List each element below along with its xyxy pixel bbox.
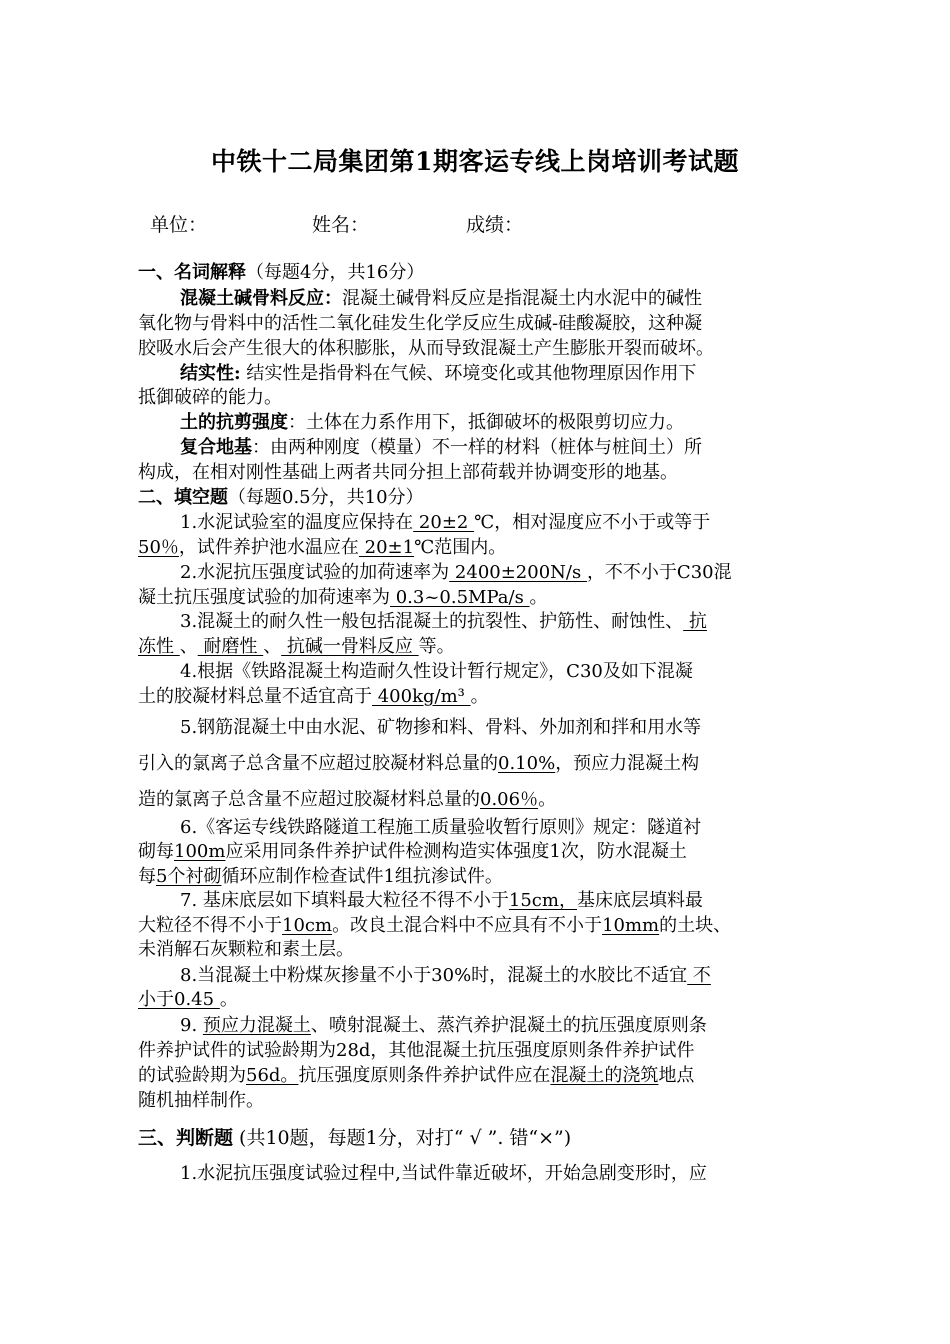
section-2-title: 二、填空题 [138, 487, 228, 508]
fill-q8-line-2: 小于0.45 。 [138, 989, 238, 1010]
answer-blank: 预应力混凝土 [202, 1015, 311, 1036]
name-label: 姓名： [312, 214, 370, 236]
fill-q6-line-2: 砌每100m应采用同条件养护试件检测构造实体强度1次，防水混凝土 [138, 841, 687, 862]
answer-blank: 15cm， [508, 890, 577, 911]
fill-q5-line-3: 造的氯离子总含量不应超过胶凝材料总量的0.06％。 [138, 789, 557, 810]
term-2-def: 结实性是指骨料在气候、环境变化或其他物理原因作用下 [240, 363, 697, 384]
answer-blank: 抗 [683, 611, 707, 632]
answer-blank: 20±1 [358, 537, 415, 558]
judge-q1-line-1: 1.水泥抗压强度试验过程中,当试件靠近破坏，开始急剧变形时，应 [180, 1163, 707, 1184]
fill-q9-line-3: 的试验龄期为56d。抗压强度原则条件养护试件应在混凝土的浇筑地点 [138, 1065, 695, 1086]
term-1-name: 混凝土碱骨料反应： [180, 288, 342, 309]
fill-q7-line-2: 大粒径不得不小于10cm。改良土混合料中不应具有不小于10mm的土块、 [138, 915, 732, 936]
answer-blank: 0.10% [498, 753, 556, 774]
term-4-name: 复合地基 [180, 437, 252, 458]
term-2-line-2: 抵御破碎的能力。 [138, 387, 282, 408]
term-1 [180, 287, 702, 311]
fill-q1-line-2: 50％，试件养护池水温应在 20±1℃范围内。 [138, 537, 507, 558]
answer-blank: 耐磨性 [197, 636, 264, 657]
term-3 [180, 411, 684, 435]
term-2 [180, 362, 696, 386]
answer-blank: 0.3~0.5MPa/s [390, 587, 530, 608]
term-4-def: ：由两种刚度（模量）不一样的材料（桩体与桩间土）所 [252, 437, 702, 458]
term-3-def: ：土体在力系作用下，抵御破坏的极限剪切应力。 [288, 412, 684, 433]
term-3-name: 土的抗剪强度 [180, 412, 288, 433]
term-2-name: 结实性: [180, 363, 241, 384]
answer-blank: 2400±200N/s [449, 562, 587, 583]
term-1-def: 混凝土碱骨料反应是指混凝土内水泥中的碱性 [342, 288, 702, 309]
section-1-heading [138, 261, 424, 285]
fill-q5-line-1: 5.钢筋混凝土中由水泥、矿物掺和料、骨料、外加剂和拌和用水等 [180, 717, 702, 738]
fill-q9-line-1: 9. 预应力混凝土、喷射混凝土、蒸汽养护混凝土的抗压强度原则条 [180, 1015, 707, 1036]
fill-q4-line-2: 土的胶凝材料总量不适宜高于 400kg/m³ 。 [138, 686, 489, 707]
unit-label: 单位： [150, 214, 208, 236]
fill-q2-line-1: 2.水泥抗压强度试验的加荷速率为 2400±200N/s ，不不小于C30混 [180, 562, 732, 583]
answer-blank: 50％ [138, 537, 179, 558]
section-3-title: 三、判断题 [138, 1127, 234, 1149]
answer-blank: 0.06％ [480, 789, 539, 810]
term-1-line-2: 氧化物与骨料中的活性二氧化硅发生化学反应生成碱-硅酸凝胶，这种凝 [138, 313, 703, 334]
section-2-note: （每题0.5分，共10分） [228, 487, 424, 508]
answer-blank: 抗碱一骨料反应 [281, 636, 419, 657]
fill-q6-line-1: 6.《客运专线铁路隧道工程施工质量验收暂行原则》规定：隧道衬 [180, 817, 702, 838]
answer-blank: 100m [174, 841, 226, 862]
score-label: 成绩： [466, 214, 524, 236]
fill-q2-line-2: 凝土抗压强度试验的加荷速率为 0.3~0.5MPa/s 。 [138, 587, 548, 608]
fill-q8-line-1: 8.当混凝土中粉煤灰掺量不小于30%时，混凝土的水胶比不适宜 不 [180, 965, 711, 986]
fill-q4-line-1: 4.根据《铁路混凝土构造耐久性设计暂行规定》，C30及如下混凝 [180, 661, 693, 682]
answer-blank: 5个衬砌 [156, 866, 222, 887]
section-3-heading [138, 1126, 571, 1150]
fill-q9-line-4: 随机抽样制作。 [138, 1090, 264, 1111]
term-1-line-3: 胶吸水后会产生很大的体积膨胀，从而导致混凝土产生膨胀开裂而破坏。 [138, 338, 714, 359]
answer-blank: 小于0.45 [138, 989, 220, 1010]
answer-blank: 混凝土的浇筑 [550, 1065, 659, 1086]
term-4-line-2: 构成，在相对刚性基础上两者共同分担上部荷载并协调变形的地基。 [138, 462, 678, 483]
page-title: 中铁十二局集团第1期客运专线上岗培训考试题 [211, 147, 739, 176]
fill-q3-line-1: 3.混凝土的耐久性一般包括混凝土的抗裂性、护筋性、耐蚀性、 抗 [180, 611, 707, 632]
fill-q1-line-1: 1.水泥试验室的温度应保持在 20±2 ℃，相对湿度应不小于或等于 [180, 512, 711, 533]
answer-blank: 冻性 [138, 636, 180, 657]
term-4 [180, 436, 702, 460]
fill-q9-line-2: 件养护试件的试验龄期为28d，其他混凝土抗压强度原则条件养护试件 [138, 1040, 695, 1061]
section-1-note: （每题4分，共16分） [246, 262, 425, 283]
answer-blank: 10mm [602, 915, 660, 936]
section-2-heading [138, 486, 424, 510]
section-3-note: (共10题，每题1分，对打“ √ ”. 错“×”) [233, 1127, 572, 1149]
answer-blank: 不 [687, 965, 711, 986]
fill-q6-line-3: 每5个衬砌循环应制作检查试件1组抗渗试件。 [138, 866, 503, 887]
fill-q7-line-1: 7. 基床底层如下填料最大粒径不得不小于15cm，基床底层填料最 [180, 890, 703, 911]
fill-q5-line-2: 引入的氯离子总含量不应超过胶凝材料总量的0.10%，预应力混凝土构 [138, 753, 700, 774]
fill-q7-line-3: 未消解石灰颗粒和素土层。 [138, 939, 354, 960]
answer-blank: 400kg/m³ [372, 686, 471, 707]
fill-q3-line-2: 冻性 、 耐磨性 、 抗碱一骨料反应 等。 [138, 636, 455, 657]
answer-blank: 10cm [282, 915, 333, 936]
answer-blank: 20±2 [413, 512, 475, 533]
answer-blank: 56d。 [246, 1065, 299, 1086]
section-1-title: 一、名词解释 [138, 262, 246, 283]
